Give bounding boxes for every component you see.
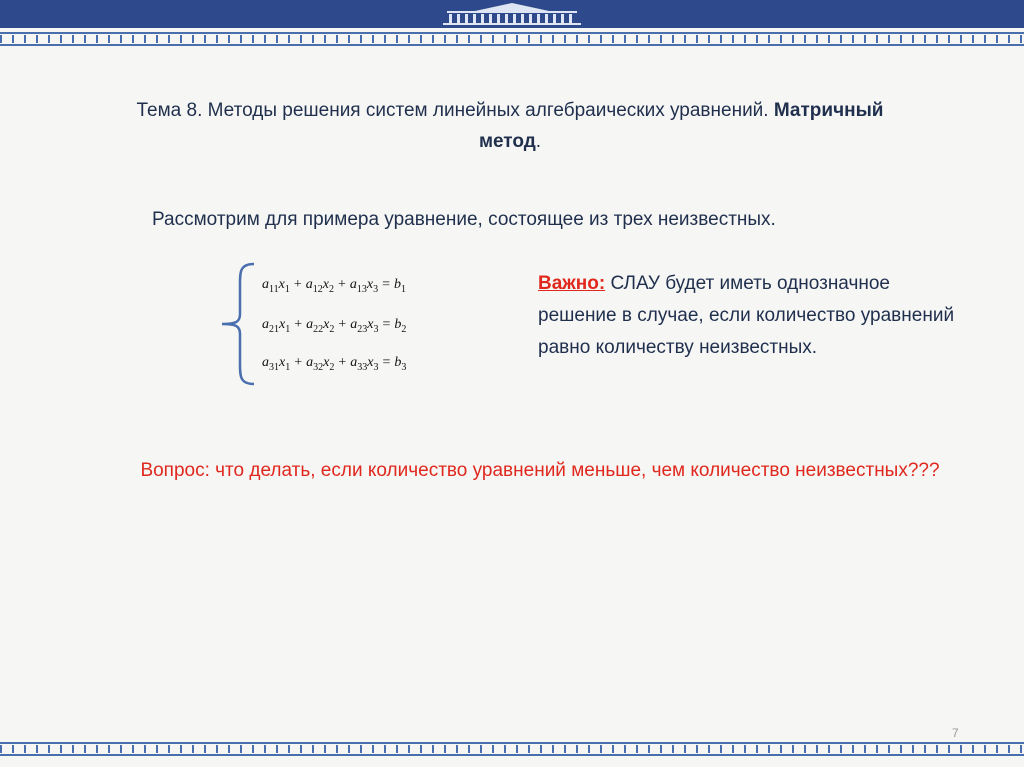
building-logo-icon — [435, 2, 589, 26]
title-text: Тема 8. Методы решения систем линейных алгебраических уравнений. — [136, 100, 769, 121]
page-number: 7 — [952, 726, 959, 740]
greek-key-border-bottom — [0, 742, 1024, 756]
curly-brace-icon — [218, 262, 258, 386]
title-suffix: . — [535, 131, 542, 152]
equation-2: $a_{21}x_1 + a_{22}x_2 + a_{23}x_3 = b_2$ — [262, 317, 407, 335]
equation-3: $a_{31}x_1 + a_{32}x_2 + a_{33}x_3 = b_3$ — [262, 355, 407, 373]
important-note — [538, 268, 958, 364]
greek-key-border-top — [0, 32, 1024, 46]
title-bold: Матричный метод — [478, 100, 884, 152]
question-text: Вопрос: что делать, если количество уравнений меньше, чем количество неизвестных??? — [140, 460, 940, 481]
header-band — [0, 0, 1024, 28]
intro-text: Рассмотрим для примера уравнение, состоящее из трех неизвестных. — [152, 209, 776, 230]
important-label: Важно: — [538, 273, 606, 294]
equation-1: $a_{11}x_1 + a_{12}x_2 + a_{13}x_3 = b_1$ — [262, 277, 407, 295]
important-text: СЛАУ будет иметь однозначное решение в случае, если количество уравнений равно количеству неизвестных. — [538, 273, 955, 358]
slide-title — [120, 95, 900, 157]
